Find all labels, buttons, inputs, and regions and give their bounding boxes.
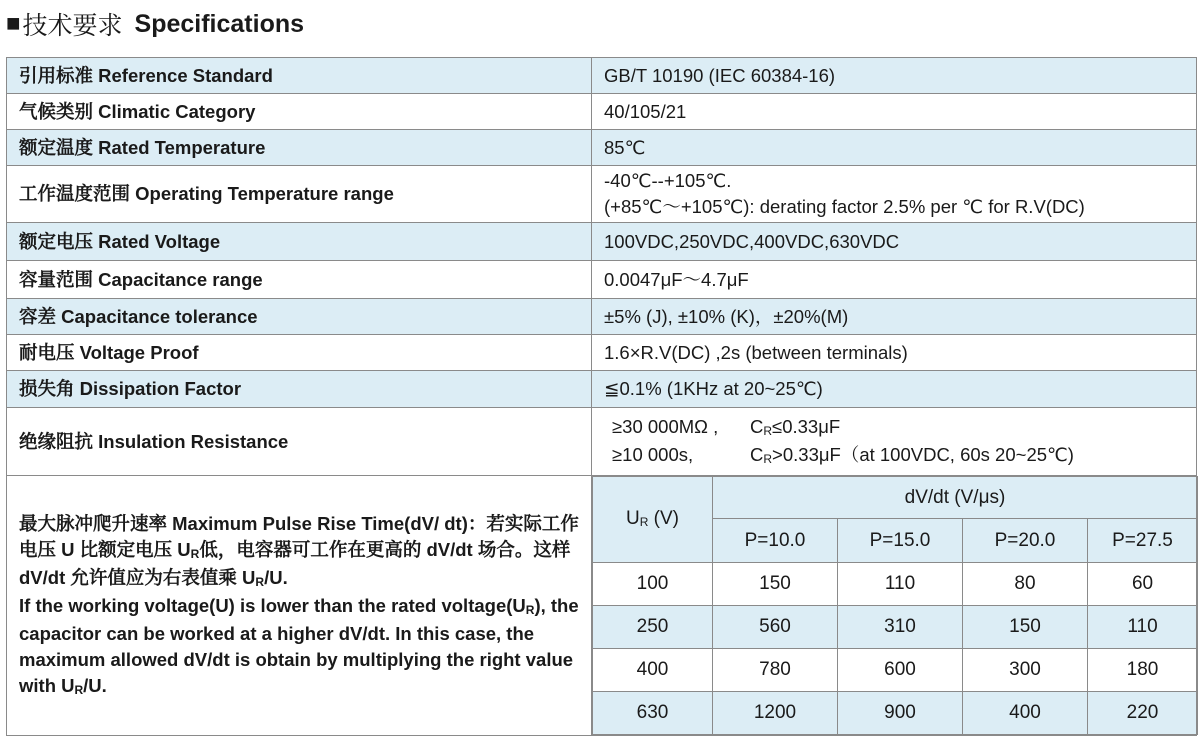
page-title	[6, 4, 304, 44]
dvdt-table	[592, 476, 1198, 735]
pulse-desc-zh	[19, 511, 591, 593]
insulation-cond-1: ≤0.33μF	[772, 415, 841, 437]
dvdt-value: 310	[838, 606, 963, 649]
spec-label: 工作温度范围 Operating Temperature range	[7, 166, 592, 223]
spec-value	[592, 223, 1197, 261]
dvdt-value: 600	[838, 649, 963, 692]
title-zh: 技术要求	[22, 12, 123, 40]
dvdt-value: 150	[713, 563, 838, 606]
dvdt-table-cell	[592, 476, 1197, 736]
dvdt-header: dV/dt (V/μs)	[713, 477, 1198, 519]
spec-value-line: 40/105/21	[604, 100, 687, 122]
spec-value-line: 1.6×R.V(DC) ,2s (between terminals)	[604, 341, 908, 363]
dvdt-value: 560	[713, 606, 838, 649]
spec-row	[7, 94, 1197, 130]
spec-value	[592, 58, 1197, 94]
dvdt-value: 220	[1088, 692, 1198, 735]
p-header: P=15.0	[838, 519, 963, 563]
pulse-desc-sub: R	[255, 574, 265, 589]
dvdt-data-row	[593, 692, 1198, 735]
dvdt-value: 150	[963, 606, 1088, 649]
specifications-table	[6, 57, 1197, 736]
p-header: P=10.0	[713, 519, 838, 563]
spec-row-insulation	[7, 408, 1197, 476]
dvdt-value: 780	[713, 649, 838, 692]
spec-row-pulse	[7, 476, 1197, 736]
spec-value	[592, 166, 1197, 223]
dvdt-value: 900	[838, 692, 963, 735]
ur-value: 400	[593, 649, 713, 692]
spec-label: 容差 Capacitance tolerance	[7, 299, 592, 335]
dvdt-value: 180	[1088, 649, 1198, 692]
spec-label: 损失角 Dissipation Factor	[7, 371, 592, 408]
spec-value-line: GB/T 10190 (IEC 60384-16)	[604, 64, 836, 86]
pulse-desc-en-part: If the working voltage(U) is lower than the rated voltage(U	[19, 594, 526, 616]
dvdt-value: 60	[1088, 563, 1198, 606]
spec-value-line: 0.0047μF～4.7μF	[604, 268, 749, 290]
p-header: P=27.5	[1088, 519, 1198, 563]
ur-value: 250	[593, 606, 713, 649]
pulse-desc-zh-part: /U.	[264, 566, 288, 588]
pulse-description	[7, 476, 592, 736]
ur-header: $U_R$ (V)	[593, 477, 713, 563]
dvdt-data-row	[593, 606, 1198, 649]
pulse-desc-sub: R	[74, 682, 84, 697]
spec-label: 引用标准 Reference Standard	[7, 58, 592, 94]
spec-value	[592, 335, 1197, 371]
spec-value-line: (+85℃～+105℃): derating factor 2.5% per ℃ for R.V(DC)	[604, 196, 1085, 217]
dvdt-value: 400	[963, 692, 1088, 735]
spec-value-line: 100VDC,250VDC,400VDC,630VDC	[604, 230, 900, 252]
spec-label: 额定温度 Rated Temperature	[7, 130, 592, 166]
spec-row	[7, 335, 1197, 371]
pulse-desc-sub: R	[525, 602, 535, 617]
pulse-desc-zh-part: 最大脉冲爬升速率 Maximum Pulse Rise Time(dV/ dt)：若实际工作电压 U 比额定电压 U	[19, 512, 579, 560]
p-header: P=20.0	[963, 519, 1088, 563]
ur-value: 630	[593, 692, 713, 735]
spec-row	[7, 58, 1197, 94]
insulation-value-2: ≥10 000s,	[612, 443, 694, 465]
ur-value: 100	[593, 563, 713, 606]
dvdt-value: 110	[1088, 606, 1198, 649]
insulation-cond-2: >0.33μF（at 100VDC, 60s 20~25℃)	[772, 443, 1074, 465]
pulse-desc-en	[19, 593, 591, 701]
spec-row	[7, 299, 1197, 335]
pulse-desc-en-part: ), the capacitor can be worked at a higher dV/dt. In this case, the maximum allowed dV/dt is obtain by multiplying the right value with U	[19, 594, 579, 696]
dvdt-value: 110	[838, 563, 963, 606]
insulation-value-1: ≥30 000MΩ ,	[612, 415, 719, 437]
spec-row	[7, 261, 1197, 299]
pulse-desc-sub: R	[190, 546, 200, 561]
spec-row	[7, 371, 1197, 408]
title-en: Specifications	[134, 9, 305, 38]
spec-value-line: ±5% (J), ±10% (K)，±20%(M)	[604, 305, 849, 327]
insulation-cond-c: C	[750, 443, 764, 465]
spec-row	[7, 223, 1197, 261]
spec-label: 额定电压 Rated Voltage	[7, 223, 592, 261]
spec-value	[592, 261, 1197, 299]
spec-label: 绝缘阻抗 Insulation Resistance	[7, 408, 592, 476]
spec-value	[592, 130, 1197, 166]
spec-value-line: ≦0.1% (1KHz at 20~25℃)	[604, 378, 823, 399]
insulation-cond-sub: R	[763, 423, 773, 438]
spec-value	[592, 408, 1197, 476]
dvdt-data-row	[593, 563, 1198, 606]
spec-value-line: 85℃	[604, 136, 646, 158]
title-square-icon: ■	[6, 10, 21, 37]
spec-value	[592, 299, 1197, 335]
spec-label: 气候类别 Climatic Category	[7, 94, 592, 130]
dvdt-value: 1200	[713, 692, 838, 735]
insulation-line-1	[612, 414, 1196, 442]
insulation-cond-sub: R	[763, 451, 773, 466]
spec-value-line: -40℃--+105℃.	[604, 170, 732, 191]
dvdt-data-row	[593, 649, 1198, 692]
pulse-desc-en-part: /U.	[83, 674, 107, 696]
dvdt-header-row	[593, 477, 1198, 519]
spec-label: 容量范围 Capacitance range	[7, 261, 592, 299]
spec-value	[592, 94, 1197, 130]
insulation-cond-c: C	[750, 415, 764, 437]
dvdt-value: 80	[963, 563, 1088, 606]
insulation-line-2	[612, 442, 1196, 470]
spec-row	[7, 166, 1197, 223]
spec-row	[7, 130, 1197, 166]
pulse-desc-zh-part: 低，电容器可工作在更高的 dV/dt 场合。这样 dV/dt 允许值应为右表值乘 U	[19, 538, 571, 588]
spec-value	[592, 371, 1197, 408]
spec-label: 耐电压 Voltage Proof	[7, 335, 592, 371]
dvdt-value: 300	[963, 649, 1088, 692]
